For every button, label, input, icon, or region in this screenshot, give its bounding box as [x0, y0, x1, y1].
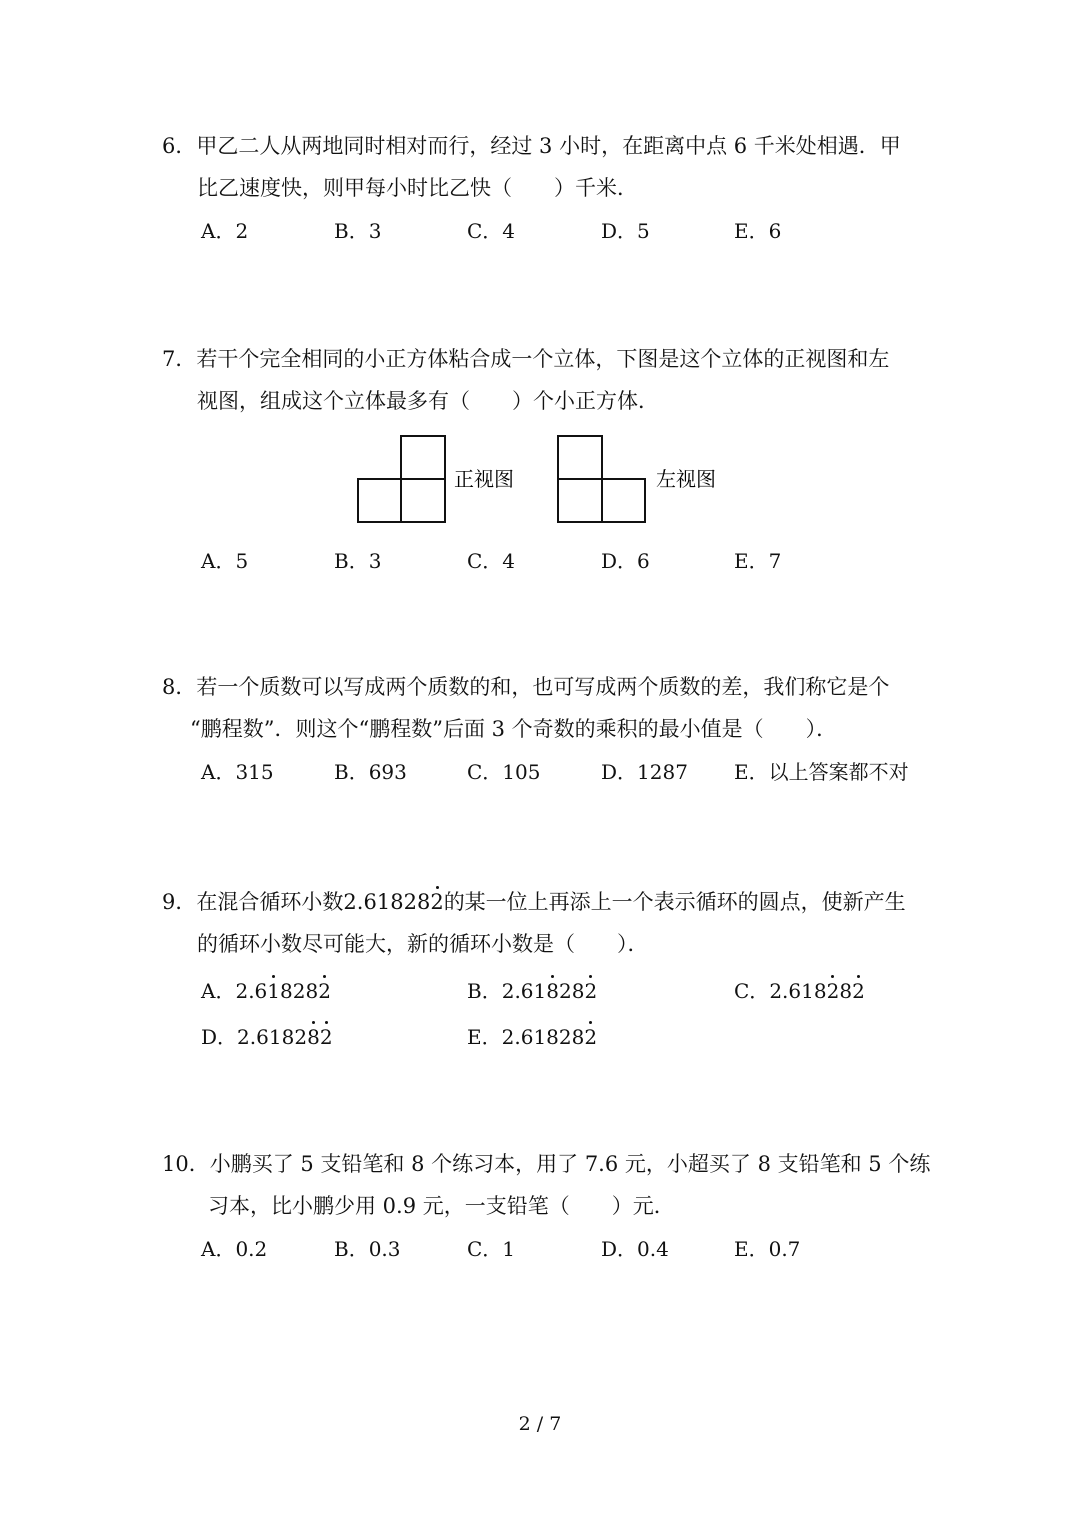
option-b: B．3	[334, 219, 382, 243]
left-view-label: 左视图	[656, 467, 716, 491]
option-a: A．2	[201, 219, 249, 243]
option-decimal: 2.618282	[502, 979, 598, 1003]
question-10-line-1: 10．小鹏买了 5 支铅笔和 8 个练习本，用了 7.6 元，小超买了 8 支铅笔和 5 个练	[162, 1152, 931, 1176]
question-8-line-2: “鹏程数”．则这个“鹏程数”后面 3 个奇数的乘积的最小值是（ ）．	[190, 717, 838, 741]
option-d: D．1287	[601, 760, 688, 784]
page-number: 2 / 7	[518, 1413, 562, 1435]
option-b	[467, 976, 597, 1006]
question-9-suffix: 的某一位上再添上一个表示循环的圆点，使新产生	[443, 890, 906, 914]
option-b: B．693	[334, 760, 407, 784]
option-letter: D．	[201, 1025, 238, 1049]
front-view-bottom-right-square	[401, 479, 445, 522]
left-view-bottom-right-square	[602, 479, 645, 522]
question-6-line-2: 比乙速度快，则甲每小时比乙快（ ）千米．	[197, 176, 638, 200]
front-view-bottom-left-square	[358, 479, 401, 522]
option-d: D．0.4	[601, 1237, 669, 1261]
question-8-line-1: 8．若一个质数可以写成两个质数的和，也可写成两个质数的差，我们称它是个	[162, 675, 890, 699]
option-e	[467, 1022, 597, 1052]
option-decimal: 2.618282	[502, 1025, 598, 1049]
question-6-line-1: 6．甲乙二人从两地同时相对而行，经过 3 小时，在距离中点 6 千米处相遇．甲	[162, 134, 901, 158]
left-view-drawing	[558, 436, 645, 522]
option-c: C．4	[467, 549, 516, 573]
question-9-line-1	[162, 887, 906, 917]
option-letter: B．	[467, 979, 502, 1003]
front-view-drawing	[358, 436, 445, 522]
three-view-figure	[0, 0, 1080, 560]
option-c	[734, 976, 865, 1006]
option-decimal: 2.618282	[769, 979, 865, 1003]
option-a: A．0.2	[201, 1237, 268, 1261]
left-view-bottom-left-square	[558, 479, 602, 522]
option-a: A．5	[201, 549, 249, 573]
question-10-line-2: 习本，比小鹏少用 0.9 元，一支铅笔（ ）元．	[208, 1194, 675, 1218]
option-c: C．4	[467, 219, 516, 243]
front-view-top-square	[401, 436, 445, 479]
option-e: E．7	[734, 549, 782, 573]
question-9-line-2: 的循环小数尽可能大，新的循环小数是（ ）．	[197, 932, 649, 956]
front-view-label: 正视图	[454, 467, 514, 491]
option-decimal: 2.618282	[235, 979, 331, 1003]
option-b: B．0.3	[334, 1237, 401, 1261]
question-7-line-1: 7．若干个完全相同的小正方体粘合成一个立体，下图是这个立体的正视图和左	[162, 347, 890, 371]
option-e: E．0.7	[734, 1237, 801, 1261]
option-letter: C．	[734, 979, 770, 1003]
option-letter: A．	[201, 979, 236, 1003]
option-c: C．1	[467, 1237, 516, 1261]
left-view-top-square	[558, 436, 602, 479]
option-a	[201, 976, 331, 1006]
question-9-prefix: 9．在混合循环小数	[162, 890, 344, 914]
option-e: E．6	[734, 219, 782, 243]
option-c: C．105	[467, 760, 541, 784]
option-letter: E．	[467, 1025, 502, 1049]
question-9-decimal: 2.618282	[343, 890, 443, 914]
option-e: E．以上答案都不对	[734, 760, 909, 784]
option-decimal: 2.618282	[237, 1025, 333, 1049]
option-d	[201, 1022, 333, 1052]
option-d: D．5	[601, 219, 650, 243]
option-b: B．3	[334, 549, 382, 573]
option-d: D．6	[601, 549, 650, 573]
option-a: A．315	[201, 760, 274, 784]
question-7-line-2: 视图，组成这个立体最多有（ ）个小正方体．	[197, 389, 659, 413]
